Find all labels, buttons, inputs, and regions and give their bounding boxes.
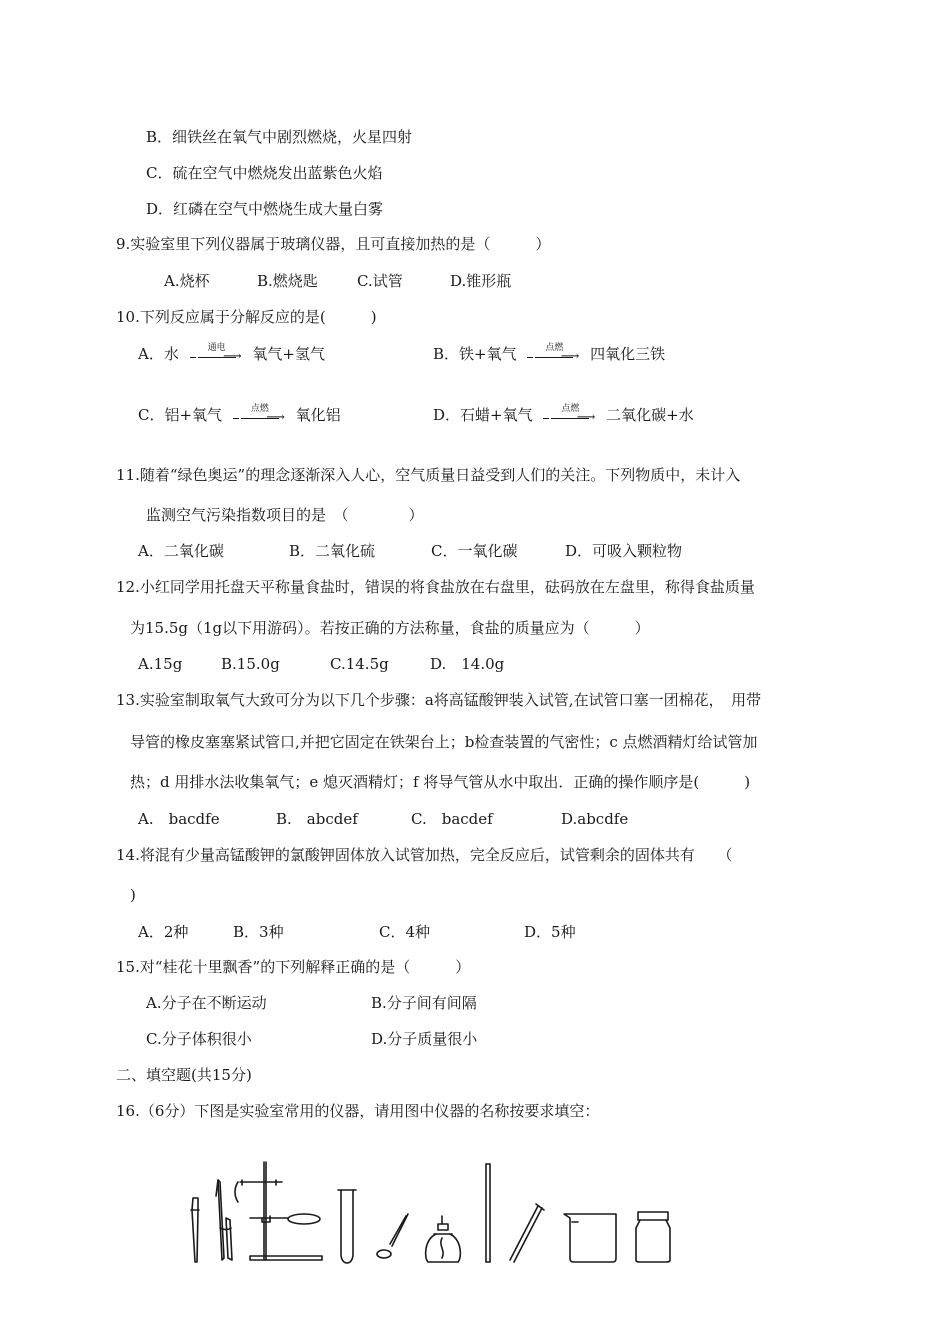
reaction-arrow-icon: 点燃 ⟶ bbox=[535, 345, 579, 365]
q10-b-products: 四氧化三铁 bbox=[590, 345, 666, 363]
q12-stem-line2: 为15.5g（1g以下用游码）。若按正确的方法称量，食盐的质量应为（ ） bbox=[130, 619, 650, 637]
q13-stem-line2: 导管的橡皮塞塞紧试管口,并把它固定在铁架台上；b检查装置的气密性；c 点燃酒精灯给试管加 bbox=[130, 733, 758, 751]
alcohol-lamp-icon bbox=[426, 1216, 461, 1262]
q15-option-d: D.分子质量很小 bbox=[371, 1030, 478, 1048]
q14-stem-line2: ) bbox=[130, 886, 136, 904]
iron-stand-icon bbox=[235, 1162, 322, 1260]
q10-option-b bbox=[433, 344, 665, 365]
q14-option-c: C．4种 bbox=[379, 923, 431, 941]
q10-a-condition: 通电 bbox=[207, 343, 226, 353]
q9-option-d: D.锥形瓶 bbox=[450, 272, 512, 290]
q15-option-c: C.分子体积很小 bbox=[146, 1030, 252, 1048]
q11-option-b: B．二氧化硫 bbox=[289, 542, 376, 560]
q9-option-a: A.烧杯 bbox=[164, 272, 210, 290]
section-heading-fill-blank: 二、填空题(共15分) bbox=[116, 1066, 252, 1084]
q15-option-b: B.分子间有间隔 bbox=[371, 994, 477, 1012]
q11-stem-line2: 监测空气污染指数项目的是 （ ） bbox=[146, 506, 424, 524]
glass-rod-icon bbox=[486, 1164, 490, 1262]
q12-stem-line1: 12.小红同学用托盘天平称量食盐时，错误的将食盐放在右盘里，砝码放在左盘里，称得食盐质量 bbox=[116, 578, 755, 596]
reaction-arrow-icon: 通电 ⟶ bbox=[198, 345, 242, 365]
q10-a-products: 氧气+氢气 bbox=[252, 345, 325, 363]
q12-option-a: A.15g bbox=[138, 655, 183, 673]
q10-option-a bbox=[138, 344, 325, 365]
q10-d-condition: 点燃 bbox=[561, 404, 580, 414]
q10-c-products: 氧化铝 bbox=[295, 406, 341, 424]
q10-c-reactants: C．铝+氧气 bbox=[138, 406, 223, 424]
q10-b-condition: 点燃 bbox=[545, 343, 564, 353]
q11-option-c: C．一氧化碳 bbox=[431, 542, 518, 560]
q10-d-reactants: D．石蜡+氧气 bbox=[433, 406, 533, 424]
q11-option-a: A．二氧化碳 bbox=[138, 542, 224, 560]
q13-stem-line1: 13.实验室制取氧气大致可分为以下几个步骤：a将高锰酸钾装入试管,在试管口塞一团棉花， 用带 bbox=[116, 691, 762, 709]
q13-option-d: D.abcdfe bbox=[561, 810, 629, 828]
q9-stem: 9.实验室里下列仪器属于玻璃仪器，且可直接加热的是（ ） bbox=[116, 235, 551, 253]
q9-option-b: B.燃烧匙 bbox=[257, 272, 318, 290]
lab-apparatus-figure bbox=[180, 1158, 690, 1270]
q14-option-a: A．2种 bbox=[138, 923, 189, 941]
q10-stem: 10.下列反应属于分解反应的是( ) bbox=[116, 308, 377, 326]
q15-option-a: A.分子在不断运动 bbox=[146, 994, 267, 1012]
spoon-icon bbox=[377, 1214, 408, 1258]
q10-b-reactants: B．铁+氧气 bbox=[433, 345, 517, 363]
reaction-arrow-icon: 点燃 ⟶ bbox=[551, 406, 595, 426]
q9-option-c: C.试管 bbox=[357, 272, 403, 290]
test-tube-clamp-icon bbox=[216, 1180, 232, 1260]
q12-option-d: D. 14.0g bbox=[430, 655, 505, 673]
q14-option-b: B．3种 bbox=[233, 923, 284, 941]
q11-option-d: D．可吸入颗粒物 bbox=[565, 542, 683, 560]
long-tweezers-icon bbox=[510, 1204, 544, 1262]
reaction-arrow-icon: 点燃 ⟶ bbox=[241, 406, 285, 426]
q8-option-d: D．红磷在空气中燃烧生成大量白雾 bbox=[146, 200, 384, 218]
q10-option-d bbox=[433, 405, 694, 426]
q12-option-b: B.15.0g bbox=[221, 655, 280, 673]
q13-option-c: C. bacdef bbox=[411, 810, 493, 828]
q13-option-a: A. bacdfe bbox=[138, 810, 220, 828]
q8-option-c: C．硫在空气中燃烧发出蓝紫色火焰 bbox=[146, 164, 383, 182]
q13-option-b: B. abcdef bbox=[276, 810, 358, 828]
gas-jar-icon bbox=[636, 1212, 670, 1262]
q11-stem-line1: 11.随着“绿色奥运”的理念逐渐深入人心，空气质量日益受到人们的关注。下列物质中，未计入 bbox=[116, 466, 741, 484]
q10-d-products: 二氧化碳+水 bbox=[606, 406, 694, 424]
q12-option-c: C.14.5g bbox=[330, 655, 389, 673]
q16-stem: 16.（6分）下图是实验室常用的仪器，请用图中仪器的名称按要求填空： bbox=[116, 1102, 600, 1120]
q8-option-b: B．细铁丝在氧气中剧烈燃烧，火星四射 bbox=[146, 128, 413, 146]
test-tube-icon bbox=[338, 1190, 356, 1263]
tweezers-icon bbox=[191, 1198, 199, 1262]
q10-c-condition: 点燃 bbox=[250, 404, 269, 414]
q14-stem-line1: 14.将混有少量高锰酸钾的氯酸钾固体放入试管加热，完全反应后，试管剩余的固体共有 （ bbox=[116, 846, 733, 864]
q10-a-reactants: A．水 bbox=[138, 345, 179, 363]
q14-option-d: D．5种 bbox=[524, 923, 576, 941]
q15-stem: 15.对“桂花十里飘香”的下列解释正确的是（ ） bbox=[116, 958, 471, 976]
beaker-icon bbox=[564, 1214, 616, 1262]
q10-option-c bbox=[138, 405, 341, 426]
q13-stem-line3: 热；d 用排水法收集氧气；e 熄灭酒精灯；f 将导气管从水中取出．正确的操作顺序是( ) bbox=[130, 773, 751, 791]
